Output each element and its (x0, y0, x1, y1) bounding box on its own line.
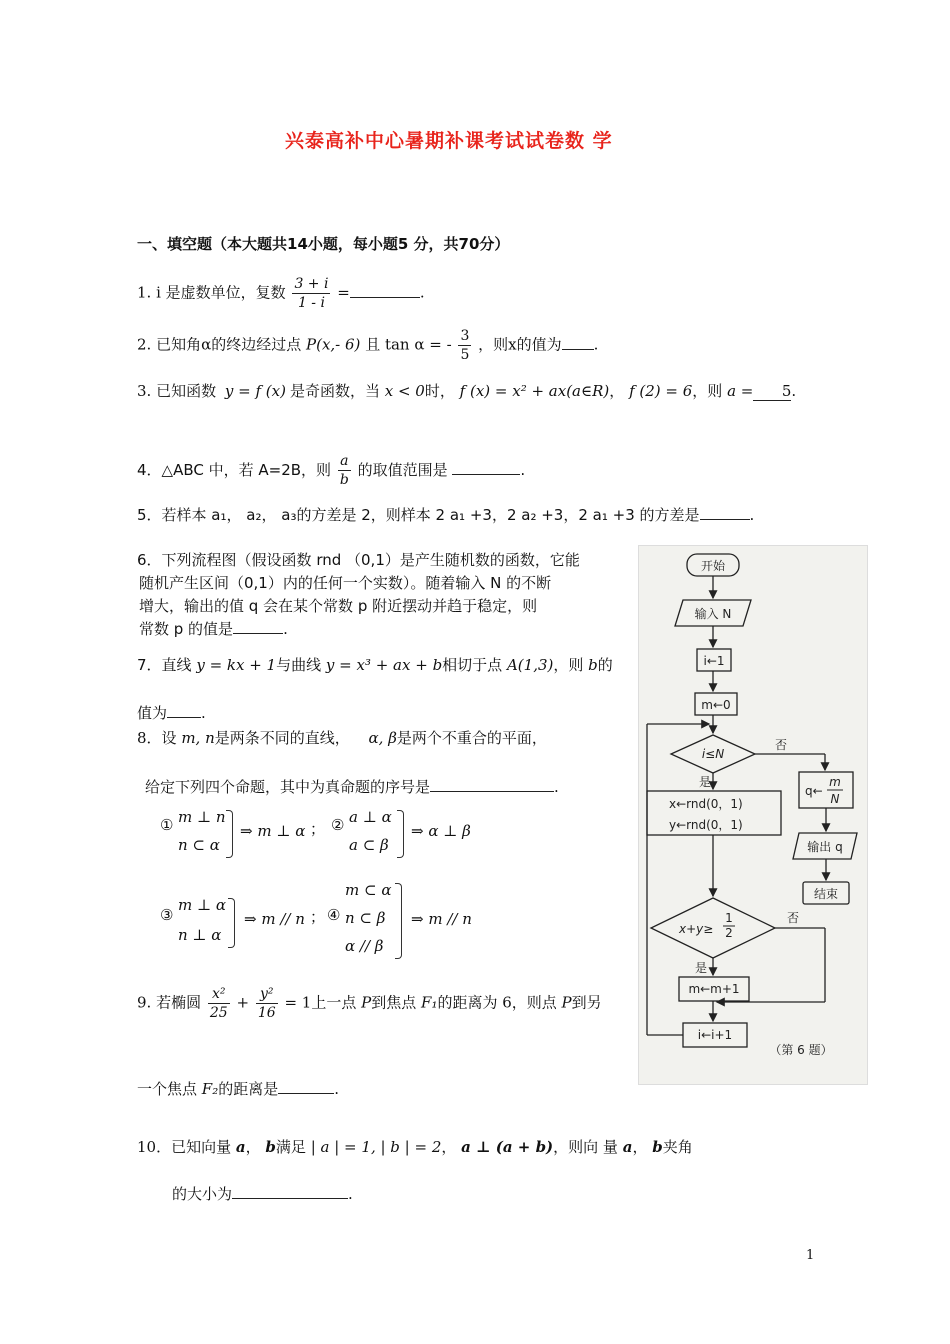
q2-suffix: ，则x的值为 (478, 335, 562, 354)
q10-b2: b (652, 1138, 663, 1156)
q10-comma1: ， (245, 1138, 261, 1156)
question-1 (137, 275, 425, 312)
p2-premise-b: a ⊂ β (349, 836, 389, 854)
q3-then: ，则 (692, 382, 723, 400)
q10-b: b (265, 1138, 276, 1156)
q9-n2: y² (256, 985, 278, 1004)
q10-answer-blank[interactable] (232, 1184, 348, 1199)
q9-F2: F₂ (201, 1080, 219, 1098)
p2-brace (397, 810, 404, 858)
fc-no1-label: 否 (775, 738, 788, 752)
q4-den: b (339, 472, 349, 488)
q3-comma: ， (609, 382, 625, 400)
q10-comma2: ， (441, 1138, 457, 1156)
q10-perp: a ⊥ (a + b) (461, 1138, 554, 1156)
q8-prefix: 8．设 (137, 729, 177, 747)
q10-tail: 夹角 (662, 1138, 693, 1156)
p1-premise-a: m ⊥ n (178, 808, 226, 826)
q10-a2: a (622, 1138, 633, 1156)
question-6 (137, 549, 580, 641)
p4-premise-a: m ⊂ α (345, 881, 392, 899)
p1-sep: ； (310, 820, 326, 838)
q4-fraction (338, 452, 351, 489)
question-5 (137, 504, 754, 525)
q1-suffix: = (337, 283, 350, 302)
q9-d1: 25 (209, 1005, 228, 1021)
q1-prefix: 1. i 是虚数单位，复数 (137, 283, 286, 302)
q3-a: a = (727, 382, 754, 400)
q7-curve: y = x³ + ax + b (325, 656, 443, 674)
q10-line2: 的大小为 (172, 1185, 233, 1203)
q2-mid: 且 tan α = - (365, 335, 452, 354)
q7-answer-blank[interactable] (167, 703, 201, 718)
fc-cond2-label: x+y≥ (679, 922, 714, 936)
p1-label: ① (160, 816, 174, 834)
q9-line2: 一个焦点 (137, 1080, 198, 1098)
q8-ab: α, β (368, 729, 397, 747)
p4-premise-d: α // β (345, 937, 384, 955)
q6-line1: 6．下列流程图（假设函数 rnd （0,1）是产生随机数的函数，它能 (137, 551, 580, 569)
q4-num: a (338, 452, 351, 471)
q7-line2: 值为 (137, 704, 168, 722)
q2-answer-blank[interactable] (562, 335, 594, 350)
question-10-line2 (172, 1183, 353, 1204)
p3-label: ③ (160, 906, 174, 924)
p2-premise-a: a ⊥ α (349, 808, 392, 826)
question-9 (137, 985, 602, 1022)
p3-premise-a: m ⊥ α (178, 896, 226, 914)
q6-line2: 随机产生区间（0,1）内的任何一个实数）。随着输入 N 的不断 (139, 574, 552, 592)
p4-label: ④ (327, 906, 341, 924)
q9-mid: 上一点 (311, 993, 357, 1012)
q9-distance: 的距离为 6，则点 (437, 993, 557, 1012)
q10-condition: | a | = 1, | b | = 2 (310, 1138, 442, 1156)
p3-conclusion: ⇒ m // n (244, 910, 305, 928)
q7-b: b (588, 656, 598, 674)
q9-eq: = 1 (284, 993, 312, 1012)
q8-mid: 是两条不同的直线， (214, 729, 350, 747)
p1-brace (226, 810, 233, 858)
fc-half-num: 1 (725, 911, 733, 925)
q1-fraction (292, 275, 330, 312)
fc-half-den: 2 (725, 926, 733, 940)
fc-yes2-label: 是 (695, 961, 708, 975)
q7-tangent: 相切于点 (442, 656, 503, 674)
q9-n1: x² (208, 985, 230, 1004)
fc-start-label: 开始 (700, 559, 726, 573)
q1-end: . (419, 283, 425, 302)
q4-prefix: 4．△ABC 中，若 A=2B，则 (137, 461, 332, 479)
q3-expression: f (x) = x² + ax(a∈R) (459, 382, 610, 400)
fc-i-inc-label: i←i+1 (697, 1028, 733, 1042)
p4-conclusion: ⇒ m // n (411, 910, 472, 928)
q9-fraction-x (208, 985, 230, 1022)
q7-tail: 的 (597, 656, 613, 674)
fc-q-num: m (829, 775, 841, 789)
fc-caption: （第 6 题） (769, 1043, 833, 1057)
p2-conclusion: ⇒ α ⊥ β (411, 822, 471, 840)
q5-answer-blank[interactable] (700, 505, 750, 520)
q2-end: . (593, 335, 599, 354)
q9-d2: 16 (257, 1005, 276, 1021)
q2-prefix: 2. 已知角α的终边经过点 (137, 335, 302, 354)
fc-y-rnd-label: y←rnd(0，1) (669, 818, 743, 832)
q2-fraction (458, 327, 471, 364)
question-9-line2 (137, 1078, 339, 1099)
question-2 (137, 327, 598, 364)
q10-comma3: ， (632, 1138, 648, 1156)
q5-text: 5．若样本 a₁， a₂， a₃的方差是 2，则样本 2 a₁ +3，2 a₂ +3，2 a₁ +3 的方差是 (137, 506, 700, 524)
q10-prefix: 10．已知向量 (137, 1138, 232, 1156)
q9-prefix: 9. 若椭圆 (137, 993, 202, 1012)
q9-distance-2: 的距离是 (218, 1080, 279, 1098)
q8-end: . (554, 778, 559, 796)
q9-F1: F₁ (421, 993, 438, 1012)
fc-q-den: N (830, 792, 840, 806)
fc-end-label: 结束 (813, 887, 839, 901)
q3-answer[interactable]: 5 (753, 382, 791, 401)
q3-end: . (791, 382, 797, 400)
q9-P: P (361, 993, 372, 1012)
fc-i-init-label: i←1 (703, 654, 725, 668)
q1-den: 1 - i (297, 295, 325, 311)
question-4 (137, 452, 525, 489)
fc-input-label: 输入 N (694, 607, 732, 621)
flowchart-svg (639, 546, 867, 1084)
q3-mid: 是奇函数，当 (289, 382, 380, 400)
q8-mn: m, n (181, 729, 215, 747)
q8-tail: 是两个不重合的平面， (396, 729, 547, 747)
question-10 (137, 1136, 693, 1157)
q7-prefix: 7．直线 (137, 656, 192, 674)
q6-end: . (283, 620, 288, 638)
q10-a: a (235, 1138, 246, 1156)
q7-mid: 与曲线 (276, 656, 322, 674)
p3-premise-b: n ⊥ α (178, 926, 222, 944)
q1-num: 3 + i (294, 276, 329, 292)
q3-f2: f (2) = 6 (629, 382, 693, 400)
q3-when: 时， (424, 382, 455, 400)
p1-premise-b: n ⊂ α (178, 836, 220, 854)
question-7 (137, 654, 613, 675)
fc-m-inc-label: m←m+1 (688, 982, 740, 996)
q6-line3: 增大，输出的值 q 会在某个常数 p 附近摆动并趋于稳定，则 (139, 597, 538, 615)
page-number: 1 (806, 1248, 815, 1263)
q3-condition: x < 0 (384, 382, 425, 400)
q3-prefix: 3. 已知函数 (137, 382, 217, 400)
fc-m-init-label: m←0 (701, 698, 731, 712)
q9-plus: + (236, 993, 250, 1012)
q8-answer-blank[interactable] (430, 777, 554, 792)
fc-no2-label: 否 (787, 911, 800, 925)
p1-conclusion: ⇒ m ⊥ α (240, 822, 306, 840)
q10-then: ，则向 量 (553, 1138, 618, 1156)
fc-yes1-label: 是 (699, 775, 712, 789)
p4-brace (395, 883, 402, 959)
fc-cond1-label: i≤N (701, 747, 725, 761)
q10-end: . (348, 1185, 353, 1203)
q9-P2: P (561, 993, 572, 1012)
q9-to-focus: 到焦点 (371, 993, 417, 1012)
q9-answer-blank[interactable] (278, 1079, 334, 1094)
q10-mid: 满足 (275, 1138, 306, 1156)
flowchart-figure (638, 545, 868, 1085)
q7-line: y = kx + 1 (196, 656, 277, 674)
q4-end: . (520, 461, 526, 479)
question-8-line2 (145, 776, 559, 797)
p3-brace (228, 898, 235, 948)
q1-answer-blank[interactable] (350, 283, 420, 298)
p4-premise-b: n ⊂ β (345, 909, 386, 927)
q5-end: . (749, 506, 755, 524)
q6-line4: 常数 p 的值是 (139, 620, 234, 638)
q2-den: 5 (460, 347, 470, 363)
q7-point: A(1,3) (506, 656, 554, 674)
q9-end: . (334, 1080, 340, 1098)
q4-answer-blank[interactable] (452, 460, 520, 475)
q2-num: 3 (460, 328, 470, 344)
fc-q-assign-label: q← (805, 784, 823, 798)
fc-output-label: 输出 q (807, 840, 843, 854)
q4-suffix: 的取值范围是 (357, 461, 448, 479)
fc-x-rnd-label: x←rnd(0，1) (669, 797, 743, 811)
section-heading: 一、填空题（本大题共14小题，每小题5 分，共70分） (137, 235, 510, 253)
q7-then: ，则 (553, 656, 584, 674)
q9-to-other: 到另 (571, 993, 602, 1012)
question-3 (137, 380, 796, 401)
q8-line2: 给定下列四个命题，其中为真命题的序号是 (145, 778, 431, 796)
q9-fraction-y (256, 985, 278, 1022)
page-title: 兴泰高补中心暑期补课考试试卷数 学 (285, 130, 613, 152)
p2-label: ② (331, 816, 345, 834)
q2-point: P(x,- 6) (306, 335, 361, 354)
question-8 (137, 727, 547, 748)
q7-end: . (201, 704, 206, 722)
question-7-line2 (137, 702, 206, 723)
q6-answer-blank[interactable] (233, 619, 283, 634)
p3-sep: ； (310, 908, 326, 926)
q3-function: y = f (x) (224, 382, 286, 400)
